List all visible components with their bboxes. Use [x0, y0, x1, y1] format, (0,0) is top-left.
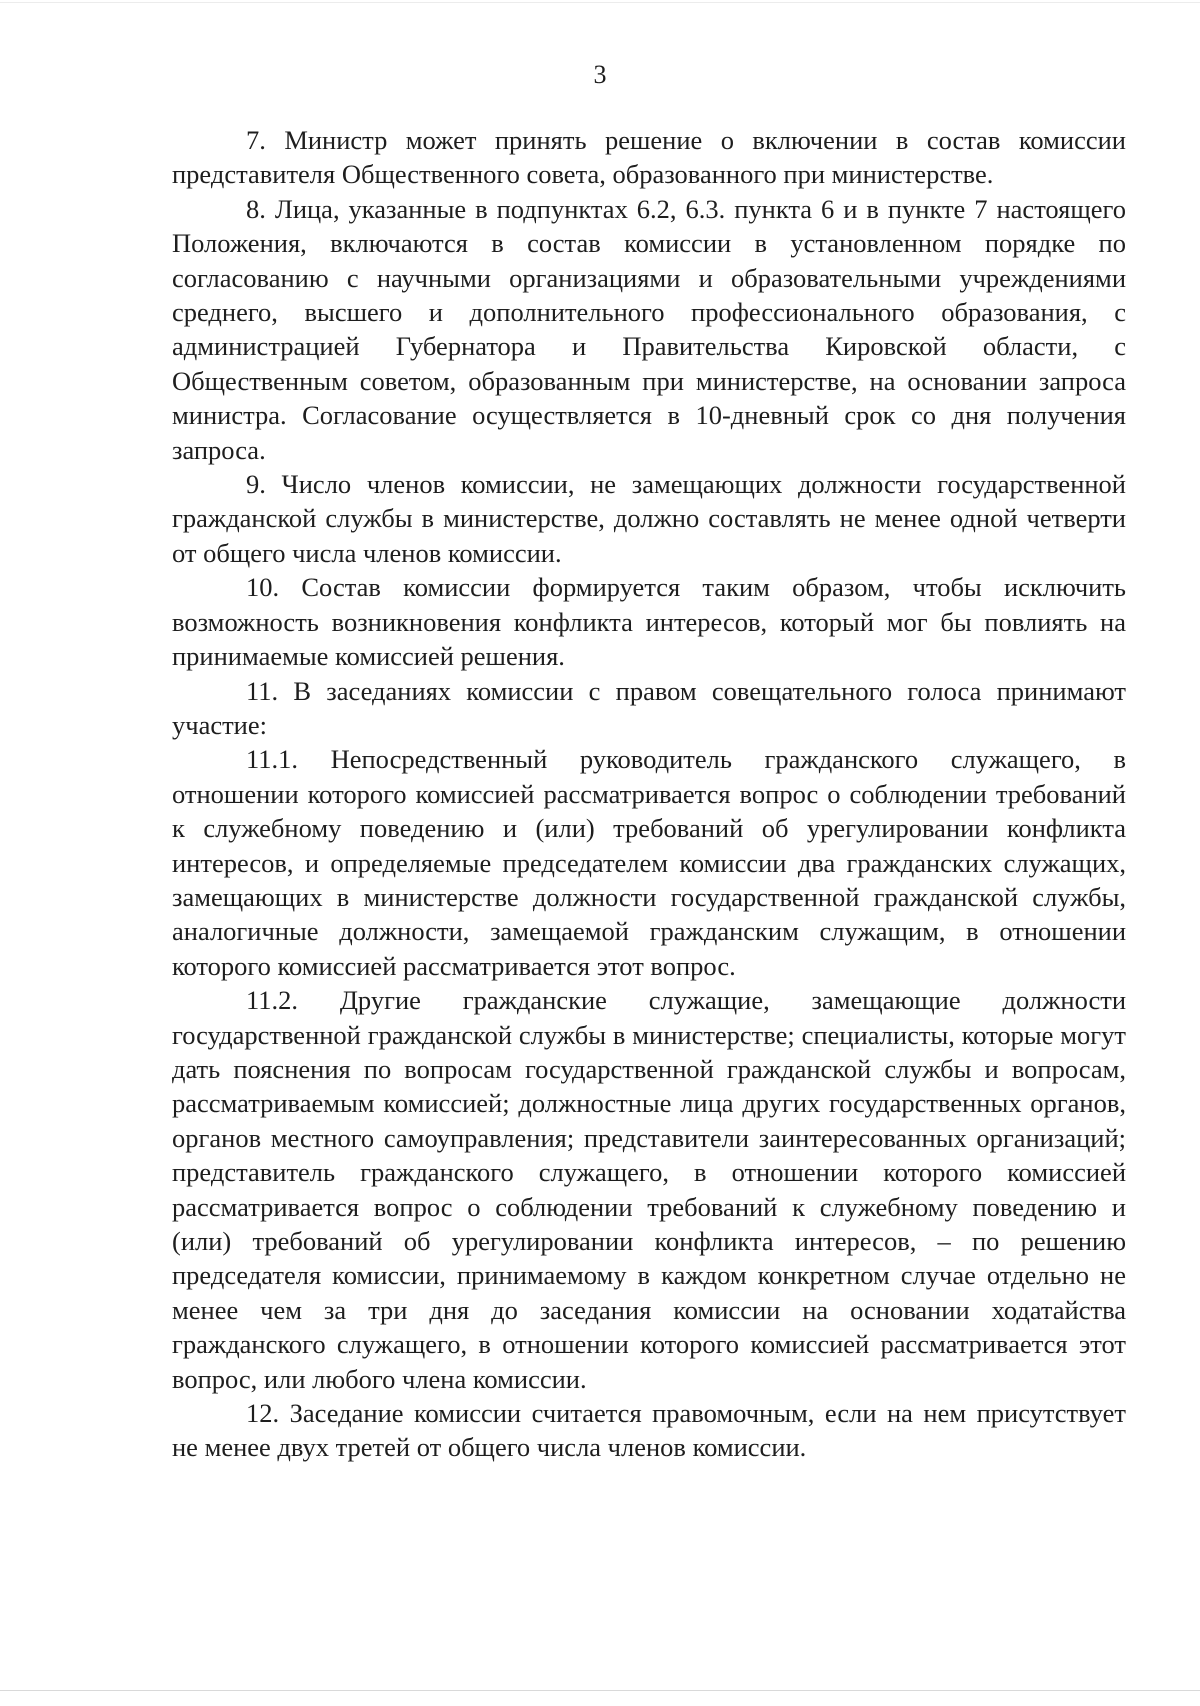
scan-top-edge — [0, 2, 1200, 3]
page-number: 3 — [593, 60, 607, 89]
paragraph-11-2: 11.2. Другие гражданские служащие, замещающие должности государственной гражданской службы в министерстве; специалисты, которые могут дать пояснения по вопросам государственной гражданской службы и вопросам, рассматриваемым комиссией; должностные лица других государственных органов, органов местного самоуправления; представители заинтересованных организаций; представитель гражданского служащего, в отношении которого комиссией рассматривается вопрос о соблюдении требований к служебному поведению и (или) требований об урегулировании конфликта интересов, – по решению председателя комиссии, принимаемому в каждом конкретном случае отдельно не менее чем за три дня до заседания комиссии на основании ходатайства гражданского служащего, в отношении которого комиссией рассматривается этот вопрос, или любого члена комиссии. — [172, 985, 1126, 1394]
paragraph-9: 9. Число членов комиссии, не замещающих должности государственной гражданской службы в министерстве, должно составлять не менее одной четверти от общего числа членов комиссии. — [172, 469, 1126, 568]
paragraph-11: 11. В заседаниях комиссии с правом совещательного голоса принимают участие: — [172, 675, 1126, 740]
paragraph-8: 8. Лица, указанные в подпунктах 6.2, 6.3. пункта 6 и в пункте 7 настоящего Положения, включаются в состав комиссии в установленном порядке по согласованию с научными организациями и образовательными учреждениями среднего, высшего и дополнительного профессионального образования, с администрацией Губернатора и Правительства Кировской области, с Общественным советом, образованным при министерстве, на основании запроса министра. Согласование осуществляется в 10-дневный срок со дня получения запроса. — [172, 193, 1126, 465]
scan-bottom-edge — [0, 1690, 1200, 1691]
paragraph-7: 7. Министр может принять решение о включении в состав комиссии представителя Общественного совета, образованного при министерстве. — [172, 125, 1126, 190]
paragraph-10: 10. Состав комиссии формируется таким образом, чтобы исключить возможность возникновения конфликта интересов, который мог бы повлиять на принимаемые комиссией решения. — [172, 572, 1126, 672]
document-body — [172, 123, 1126, 1465]
paragraph-12: 12. Заседание комиссии считается правомочным, если на нем присутствует не менее двух третей от общего числа членов комиссии. — [172, 1398, 1126, 1463]
paragraph-11-1: 11.1. Непосредственный руководитель гражданского служащего, в отношении которого комиссией рассматривается вопрос о соблюдении требований к служебному поведению и (или) требований об урегулировании конфликта интересов, и определяемые председателем комиссии два гражданских служащих, замещающих в министерстве должности государственной гражданской службы, аналогичные должности, замещаемой гражданским служащим, в отношении которого комиссией рассматривается этот вопрос. — [172, 744, 1126, 981]
